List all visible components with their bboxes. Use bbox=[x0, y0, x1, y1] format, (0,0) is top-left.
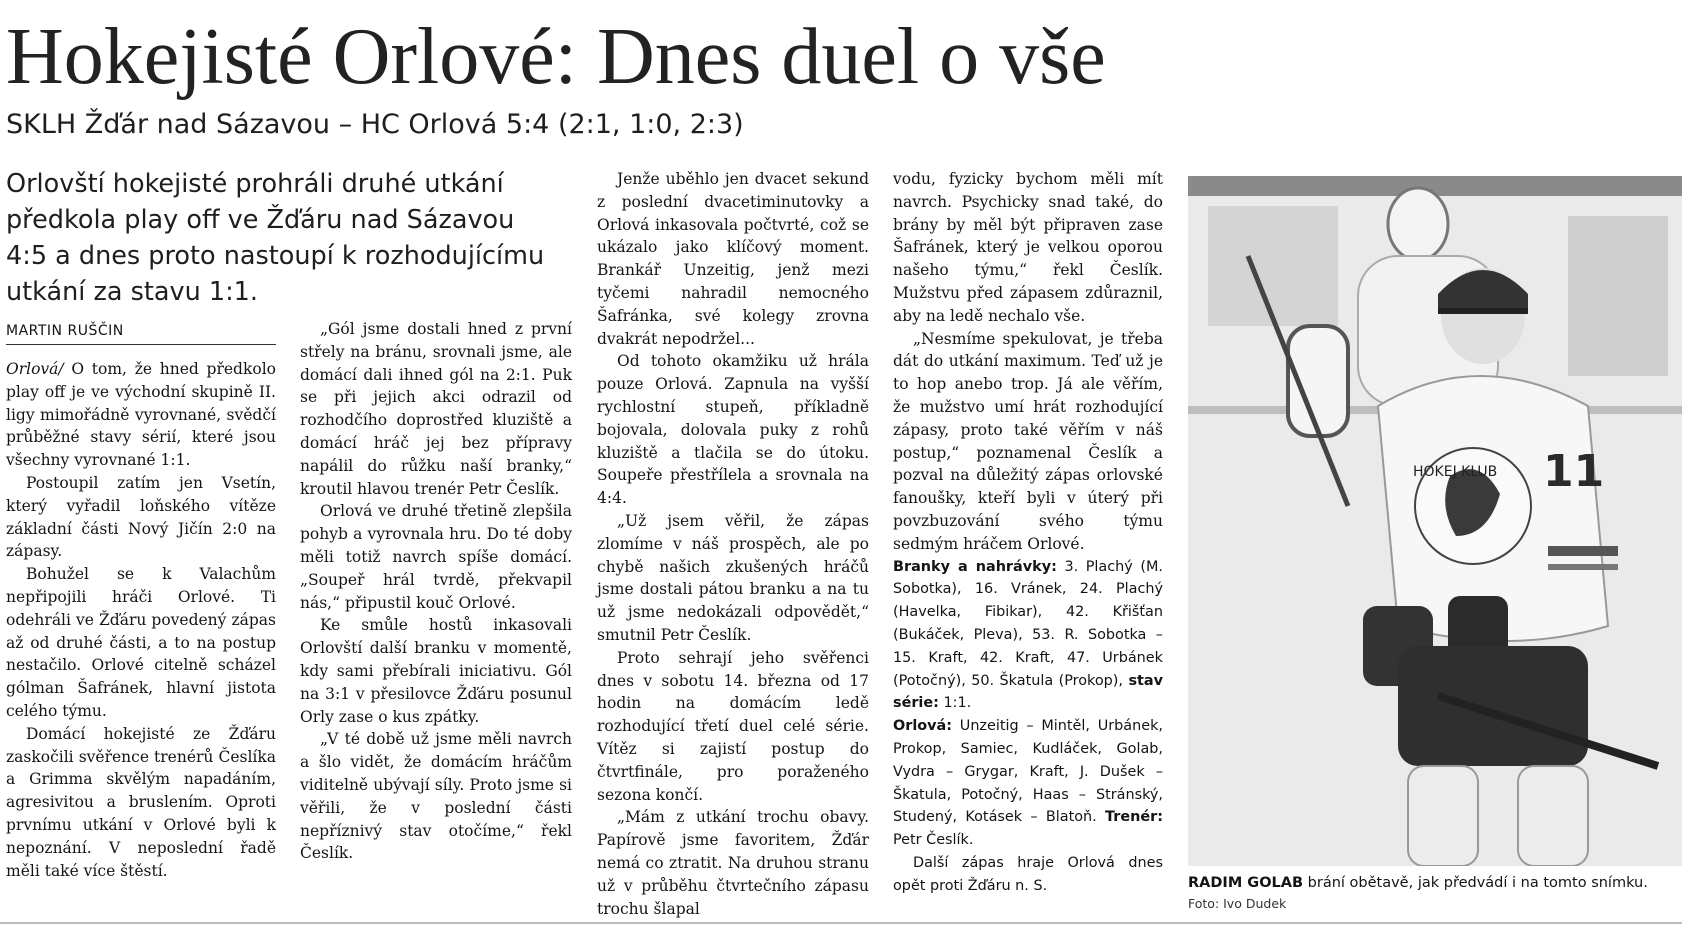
lead-line: utkání za stavu 1:1. bbox=[6, 277, 258, 307]
paragraph: Orlová ve druhé třetině zlepšila pohyb a vyrovnala hru. Do té doby měli totiž navrch spíše domácí. „Soupeř hrál tvrdě, překvapil nás,“ připustil kouč Orlové. bbox=[300, 502, 572, 612]
paragraph: Postoupil zatím jen Vsetín, který vyřadil loňského vítěze základní části Nový Jičín 2:0 na zápasy. bbox=[6, 473, 276, 561]
stats-lineup bbox=[893, 715, 1163, 852]
column-4 bbox=[893, 168, 1163, 898]
column-1 bbox=[6, 358, 276, 882]
paragraph: Jenže uběhlo jen dvacet sekund z poslední dvacetiminutovky a Orlová inkasovala počtvrté, což se ukázalo jako klíčový moment. Brankář Unzeitig, jenž mezi tyčemi nahradil nemocného Šafránka, své kolegy zrovna dvakrát nepodržel... bbox=[597, 170, 869, 348]
stats-label: Trenér: bbox=[1105, 809, 1163, 826]
lead-paragraph bbox=[6, 166, 576, 310]
paragraph: „Už jsem věřil, že zápas zlomíme v náš prospěch, ale po chybě našich zkušených hráčů jsme dostali pátou branku a na tu už jsme nedokázali odpovědět,“ smutnil Petr Česlík. bbox=[597, 511, 869, 644]
paragraph: Ke smůle hostů inkasovali Orlovští další branku v momentě, kdy sami přebírali iniciativu. Gól na 3:1 v přesilovce Žďáru posunul Orly zase o kus zpátky. bbox=[300, 616, 572, 726]
headline: Hokejisté Orlové: Dnes duel o vše bbox=[6, 13, 1106, 101]
stats-goals bbox=[893, 556, 1163, 716]
paragraph-text: O tom, že hned předkolo play off je ve východní skupině II. ligy mimořádně vyrovnané, svědčí průběžné stavy sérií, které jsou všechny vyrovnané 1:1. bbox=[6, 360, 276, 470]
paragraph: Proto sehrají jeho svěřenci dnes v sobotu 14. března od 17 hodin na domácím ledě rozhodující třetí duel celé série. Vítěz si zajistí postup do čtvrtfinále, pro poraženého sezona končí. bbox=[597, 648, 869, 804]
paragraph: Domácí hokejisté ze Žďáru zaskočili svěřence trenérů Česlíka a Grimma skvělým napadáním, agresivitou a bruslením. Oproti prvnímu utkání v Orlové byli k nepoznání. V neposlední řadě měli také více štěstí. bbox=[6, 724, 276, 880]
paragraph: „Mám z utkání trochu obavy. Papírově jsme favoritem, Žďár nemá co ztratit. Na druhou stranu už v průběhu čtvrtečního zápasu trochu šlapal bbox=[597, 808, 869, 918]
stats-text: Petr Česlík. bbox=[893, 832, 974, 849]
paragraph bbox=[6, 358, 276, 472]
paragraph: Bohužel se k Valachům nepřipojili hráči Orlové. Ti odehráli ve Žďáru povedený zápas až od druhé části, a to na postup nestačilo. Orlové citelně scházel gólman Šafránek, hlavní jistota celého týmu. bbox=[6, 565, 276, 720]
stats-label: Branky a nahrávky: bbox=[893, 558, 1057, 575]
stats-text: 1:1. bbox=[943, 695, 972, 712]
column-2 bbox=[300, 318, 572, 865]
dateline: Orlová/ bbox=[6, 360, 64, 378]
paragraph: vodu, fyzicky bychom měli mít navrch. Psychicky snad také, do brány by měl být připraven zase Šafránek, který je velkou oporou našeho týmu,“ řekl Česlík. Mužstvu před zápasem zdůraznil, aby na ledě nechalo vše. bbox=[893, 170, 1163, 325]
crest-text: HOKEJ KLUB bbox=[1413, 464, 1498, 480]
stats-label: Orlová: bbox=[893, 718, 952, 735]
stats-text: 3. Plachý (M. Sobotka), 16. Vránek, 24. Plachý (Havelka, Fibikar), 42. Křišťan (Bukáček, Pleva), 53. R. Sobotka – 15. Kraft, 42. Kraft, 47. Urbánek (Potočný), 50. Škatula (Prokop), bbox=[893, 558, 1163, 689]
photo-caption bbox=[1188, 872, 1682, 894]
stats-text: Unzeitig – Mintěl, Urbánek, Prokop, Samiec, Kudláček, Golab, Vydra – Grygar, Kraft, J. Dušek – Škatula, Potočný, Haas – Stránský, Studený, Kotásek – Blatoň. bbox=[893, 718, 1163, 826]
page-bottom-rule bbox=[0, 922, 1682, 924]
column-3 bbox=[597, 168, 869, 920]
author-byline: MARTIN RUŠČIN bbox=[6, 320, 276, 345]
paragraph: Od tohoto okamžiku už hrála pouze Orlová. Zapnula na vyšší rychlostní stupeň, příkladně bojovala, dolovala puky z rohů kluziště a tlačila se do útoku. Soupeře přestřílela a srovnala na 4:4. bbox=[597, 352, 869, 508]
next-match-note: Další zápas hraje Orlová dnes opět proti Žďáru n. S. bbox=[893, 854, 1163, 894]
hockey-photo bbox=[1188, 176, 1682, 866]
stats-label: stav série: bbox=[893, 672, 1163, 712]
lead-line: Orlovští hokejisté prohráli druhé utkání bbox=[6, 169, 504, 199]
lead-line: předkola play off ve Žďáru nad Sázavou bbox=[6, 205, 515, 235]
subheadline: SKLH Žďár nad Sázavou – HC Orlová 5:4 (2:1, 1:0, 2:3) bbox=[6, 109, 744, 140]
paragraph: „Nesmíme spekulovat, je třeba dát do utkání maximum. Teď už je to hop anebo trop. Já ale věřím, že mužstvo umí hrát rozhodující zápasy, proto také věřím v náš postup,“ poznamenal Česlík a pozval na důležitý zápas orlovské fanoušky, kteří byli v úterý při povzbuzování svého týmu sedmým hráčem Orlové. bbox=[893, 329, 1163, 553]
paragraph: „Gól jsme dostali hned z první střely na bránu, srovnali jsme, ale domácí dali ihned gól na 2:1. Puk se při jejich akci odrazil od rozhodčího doprostřed kluziště a domácí hráč jej bez přípravy napálil do růžku naší branky,“ kroutil hlavou trenér Petr Česlík. bbox=[300, 320, 572, 498]
paragraph: „V té době už jsme měli navrch a šlo vidět, že domácím hráčům viditelně ubývají síly. Proto jsme si věřili, že v poslední části nepříznivý stav otočíme,“ řekl Česlík. bbox=[300, 730, 572, 863]
photo-credit: Foto: Ivo Dudek bbox=[1188, 896, 1287, 911]
caption-text: brání obětavě, jak předvádí i na tomto snímku. bbox=[1303, 875, 1648, 891]
jersey-number: 11 bbox=[1543, 446, 1605, 497]
lead-line: 4:5 a dnes proto nastoupí k rozhodujícímu bbox=[6, 241, 545, 271]
hockey-player-image bbox=[1188, 176, 1682, 866]
caption-name: RADIM GOLAB bbox=[1188, 875, 1304, 891]
